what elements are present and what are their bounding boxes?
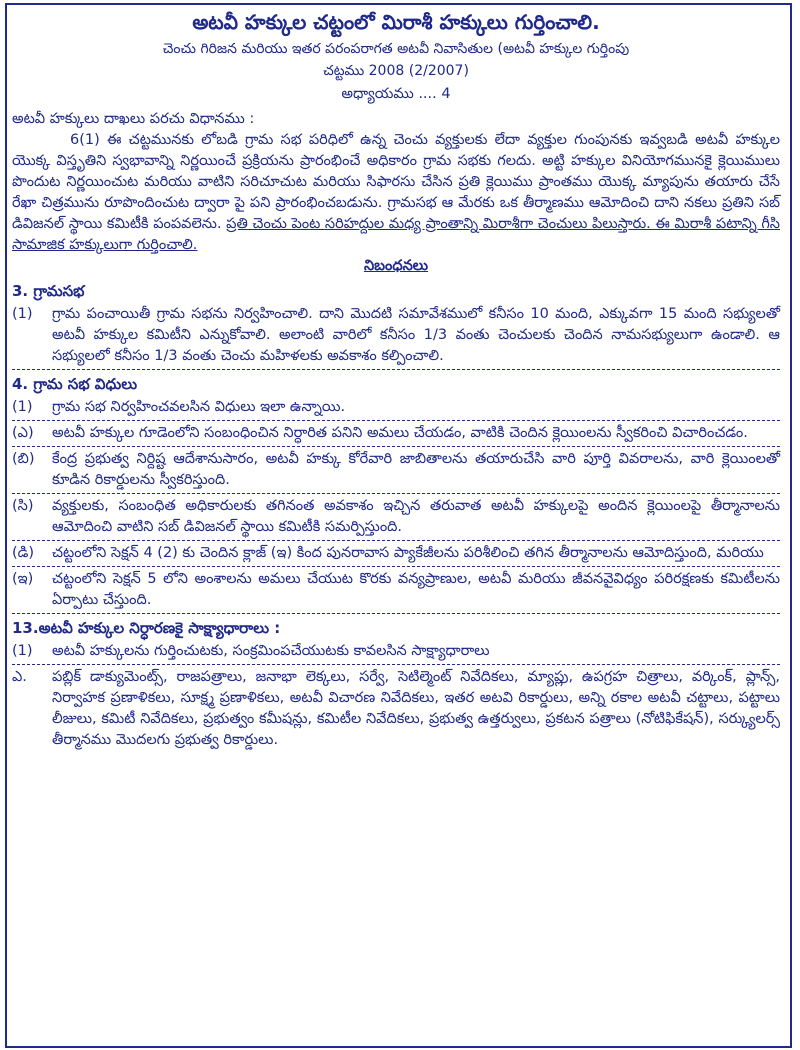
divider <box>12 446 780 447</box>
section-4-item <box>12 569 780 611</box>
item-text: అటవీ హక్కులను గుర్తించుటకు, సంక్రమింపచేయుటకు కావలసిన సాక్ష్యాధారాలు <box>52 643 490 659</box>
document-title: అటవీ హక్కుల చట్టంలో మిరాశీ హక్కులు గుర్తించాలి. <box>192 10 600 34</box>
item-label: (1) <box>12 399 33 415</box>
document-subtitle-2: చట్టము 2008 (2/2007) <box>323 63 469 79</box>
section-13-heading: 13.అటవీ హక్కుల నిర్ధారణకై సాక్ష్యాధారాలు : <box>12 619 281 637</box>
paragraph-6-1 <box>12 130 780 256</box>
item-label: (డి) <box>12 545 35 561</box>
section-4-item <box>12 423 780 444</box>
divider <box>12 493 780 494</box>
intro-heading: అటవీ హక్కులు దాఖలు పరచు విధానము : <box>12 111 255 127</box>
item-label: (ఇ) <box>12 571 34 587</box>
item-label: (సి) <box>12 498 34 514</box>
item-text: కేంద్ర ప్రభుత్వ నిర్దిష్ట ఆదేశానుసారం, అటవీ హక్కు కోరేవారి జాబితాలను తయారుచేసి వారి పూర్తి వివరాలను, వారి క్లెయింలతో కూడిన రికార్డులను స్వీకరిస్తుంది. <box>52 451 780 488</box>
item-label: (బి) <box>12 451 35 467</box>
section-3-item <box>12 304 780 367</box>
item-text: చట్టంలోని సెక్షన్ 4 (2) కు చెందిన క్లాజ్ (ఇ) కింద పునరావాస ప్యాకేజీలను పరిశీలించి తగిన తీర్మానాలను ఆమోదిస్తుంది, మరియు <box>52 545 764 561</box>
divider <box>12 613 780 614</box>
section-3-heading: 3. గ్రామసభ <box>12 282 85 300</box>
item-text: వ్యక్తులకు, సంబంధిత అధికారులకు తగినంత అవకాశం ఇచ్చిన తరువాత అటవీ హక్కులపై అందిన క్లెయింలపై తీర్మానాలను ఆమోదించి వాటిని సబ్ డివిజనల్ స్థాయి కమిటీకి సమర్పిస్తుంది. <box>52 498 780 535</box>
paragraph-6-1-text: 6(1) ఈ చట్టమునకు లోబడి గ్రామ సభ పరిధిలో ఉన్న చెంచు వ్యక్తులకు లేదా వ్యక్తుల గుంపునకు ఇవ్వబడి అటవీ హక్కుల యొక్క విస్తృతిని స్వభావాన్ని నిర్ణయించే ప్రక్రియను ప్రారంభించే అధికారం గ్రామ సభకు గలదు. అట్టి హక్కుల వినియోగమునకై క్లెయిములు పొందుట నిర్ణయించుట మరియు వాటిని సరిచూచుట మరియు సిఫారసు చేసిన ప్రతి క్లెయిము ప్రాంతము యొక్క మ్యాపును తయారు చేసే రేఖా చిత్రమును రూపొందించుట ద్వారా పై పని ప్రారంభించబడును. గ్రామసభ ఆ మేరకు ఒక తీర్మాణము ఆమోదించి దాని నకలు ప్రతిని సబ్ డివిజనల్ స్థాయి కమిటీకి పంపవలెను. <box>12 132 780 232</box>
section-4-item <box>12 397 780 418</box>
section-13-item <box>12 641 780 662</box>
chapter-label: అధ్యాయము .... 4 <box>341 86 451 102</box>
section-4-heading: 4. గ్రామ సభ విధులు <box>12 375 138 393</box>
item-label: (1) <box>12 306 33 322</box>
item-label: (1) <box>12 643 33 659</box>
divider <box>12 369 780 370</box>
section-4-item <box>12 449 780 491</box>
document-subtitle-1: చెంచు గిరిజన మరియు ఇతర పరంపరాగత అటవీ నివాసితుల (అటవీ హక్కుల గుర్తింపు <box>162 41 630 57</box>
divider <box>12 420 780 421</box>
section-4-item <box>12 496 780 538</box>
divider <box>12 664 780 665</box>
divider <box>12 566 780 567</box>
section-4-item <box>12 543 780 564</box>
item-text: చట్టంలోని సెక్షన్ 5 లోని అంశాలను అమలు చేయుట కొరకు వన్యప్రాణుల, అటవీ మరియు జీవనవైవిధ్యం పరిరక్షణకు కమిటీలను ఏర్పాటు చేస్తుంది. <box>52 571 780 608</box>
section-13-item <box>12 667 780 751</box>
item-text: పబ్లిక్ డాక్యుమెంట్స్, రాజపత్రాలు, జనాభా లెక్కలు, సర్వే, సెటిల్మెంట్ నివేదికలు, మ్యాప్లు, ఉపగ్రహ చిత్రాలు, వర్కింక్, ప్లాన్స్, నిర్వాహక ప్రణాళికలు, సూక్ష్మ ప్రణాళికలు, అటవీ విచారణ నివేదికలు, ఇతర అటవి రికార్డులు, అన్ని రకాల అటవీ చట్టాలు, పట్టాలు లీజులు, కమిటీ నివేదికలు, ప్రభుత్వం కమీషన్లు, కమిటీల నివేదికలు, ప్రభుత్వ ఉత్తర్వులు, ప్రకటన పత్రాలు (నోటిఫికేషన్), సర్క్యులర్స్ తీర్మానము మొదలగు ప్రభుత్వ రికార్డులు. <box>52 669 780 748</box>
rules-heading: నిబంధనలు <box>363 258 429 274</box>
divider <box>12 540 780 541</box>
document-body <box>12 6 780 753</box>
item-text: గ్రామ సభ నిర్వహించవలసిన విధులు ఇలా ఉన్నాయి. <box>52 399 346 415</box>
item-label: (ఎ) <box>12 425 34 441</box>
item-text: గ్రామ పంచాయితీ గ్రామ సభను నిర్వహించాలి. దాని మొదటి సమావేశములో కనీసం 10 మంది, ఎక్కువగా 15 మంది సభ్యులతో అటవీ హక్కుల కమిటీని ఎన్నుకోవాలి. అలాంటి వారిలో కనీసం 1/3 వంతు చెంచులకు చెందిన నామసభ్యులుగా ఉండాలి. ఆ సభ్యులలో కనీసం 1/3 వంతు చెంచు మహిళలకు అవకాశం కల్పించాలి. <box>52 306 780 364</box>
item-text: అటవీ హక్కుల గూడెంలోని సంబంధించిన నిర్ధారిత పనిని అమలు చేయడం, వాటికి చెందిన క్లెయింలను స్వీకరించి విచారించడం. <box>52 425 748 441</box>
item-label: ఎ. <box>12 669 27 685</box>
mirashi-underlined-text: ప్రతి చెంచు పెంట సరిహద్దుల మధ్య ప్రాంతాన్ని మిరాశీగా చెంచులు పిలుస్తారు. ఈ మిరాశీ పటాన్ని గీసి సామాజిక హక్కులుగా గుర్తించాలి. <box>12 216 780 253</box>
